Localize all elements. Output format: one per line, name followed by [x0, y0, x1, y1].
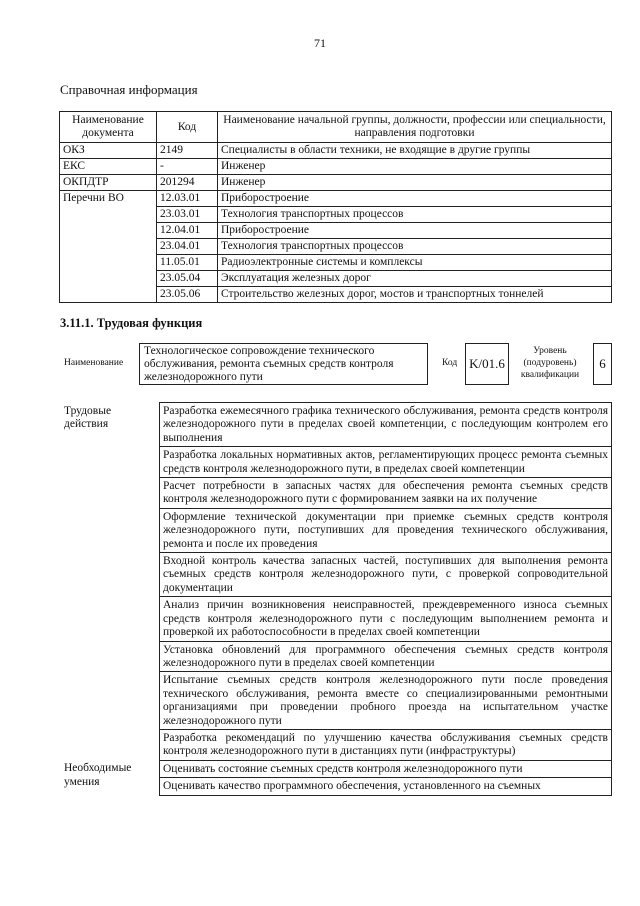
cell-document: ЕКС: [60, 159, 157, 175]
function-name-label: Наименование: [64, 358, 124, 368]
work-action: Разработка локальных нормативных актов, регламентирующих процесс ремонта съемных средств контроля железнодорожного пути, в пределах своей компетенции: [160, 447, 612, 478]
skills-label: Необходимые умения: [64, 762, 132, 788]
cell-code: 23.04.01: [157, 239, 218, 255]
header-group-name: Наименование начальной группы, должности, профессии или специальности, направления подготовки: [218, 112, 612, 143]
work-action: Испытание съемных средств контроля железнодорожного пути после проведения технического обслуживания, ремонта вместе со специализированными ремонтными организациями при проведении пробного проезда на испытательном участке железнодорожного пути: [160, 672, 612, 730]
table-row: [60, 191, 612, 207]
cell-code: 2149: [157, 143, 218, 159]
cell-code: 11.05.01: [157, 255, 218, 271]
cell-document: Перечни ВО: [60, 191, 157, 303]
function-code-label: Код: [442, 358, 458, 368]
function-code: K/01.6: [465, 343, 509, 385]
cell-name: Эксплуатация железных дорог: [218, 271, 612, 287]
header-code: Код: [157, 112, 218, 143]
work-action: Анализ причин возникновения неисправностей, преждевременного износа съемных средств контроля железнодорожного пути с последующим выполнением ремонта и проверкой их работоспособности в пределах своей компетенции: [160, 597, 612, 641]
cell-code: 12.04.01: [157, 223, 218, 239]
cell-name: Приборостроение: [218, 191, 612, 207]
cell-name: Специалисты в области техники, не входящие в другие группы: [218, 143, 612, 159]
work-actions-label: Трудовые действия: [64, 404, 112, 430]
work-action: Установка обновлений для программного обеспечения съемных средств контроля железнодорожного пути в пределах своей компетенции: [160, 641, 612, 672]
function-info: [60, 343, 612, 385]
work-action: Входной контроль качества запасных частей, поступивших для выполнения ремонта съемных средств контроля железнодорожного пути, с проверкой сопроводительной документации: [160, 553, 612, 597]
cell-name: Технология транспортных процессов: [218, 239, 612, 255]
reference-table-header: [60, 112, 612, 143]
reference-table: [59, 111, 612, 303]
cell-code: 23.05.06: [157, 287, 218, 303]
skill-item: Оценивать состояние съемных средств контроля железнодорожного пути: [160, 760, 612, 777]
work-action: Расчет потребности в запасных частях для обеспечения ремонта съемных средств контроля железнодорожного пути с формированием заявки на их получение: [160, 478, 612, 509]
header-document: Наименование документа: [60, 112, 157, 143]
cell-name: Строительство железных дорог, мостов и транспортных тоннелей: [218, 287, 612, 303]
cell-name: Технология транспортных процессов: [218, 207, 612, 223]
section-title: Справочная информация: [60, 82, 198, 97]
work-action: Оформление технической документации при приемке съемных средств контроля железнодорожного пути, поступивших для проведения технического обслуживания, ремонта и после их проведения: [160, 508, 612, 552]
work-table: [59, 402, 612, 796]
cell-code: 201294: [157, 175, 218, 191]
cell-code: 12.03.01: [157, 191, 218, 207]
table-row: [59, 760, 612, 777]
table-row: [60, 175, 612, 191]
page-number: 71: [314, 36, 326, 50]
cell-code: 23.05.04: [157, 271, 218, 287]
table-row: [60, 143, 612, 159]
cell-document: ОКПДТР: [60, 175, 157, 191]
cell-name: Приборостроение: [218, 223, 612, 239]
cell-name: Радиоэлектронные системы и комплексы: [218, 255, 612, 271]
table-row: [59, 403, 612, 447]
cell-name: Инженер: [218, 159, 612, 175]
qualification-level: 6: [593, 343, 612, 385]
cell-code: 23.03.01: [157, 207, 218, 223]
function-heading: 3.11.1. Трудовая функция: [60, 316, 203, 330]
skill-item: Оценивать качество программного обеспечения, установленного на съемных: [160, 778, 612, 795]
qualification-level-label: Уровень (подуровень) квалификации: [520, 346, 580, 380]
cell-code: -: [157, 159, 218, 175]
function-name: Технологическое сопровождение технического обслуживания, ремонта съемных средств контроля железнодорожного пути: [139, 343, 428, 385]
cell-document: ОКЗ: [60, 143, 157, 159]
table-row: [60, 159, 612, 175]
work-action: Разработка ежемесячного графика технического обслуживания, ремонта средств контроля железнодорожного пути в пределах своей компетенции, с последующим контролем его выполнения: [160, 403, 612, 447]
work-action: Разработка рекомендаций по улучшению качества обслуживания съемных средств контроля железнодорожного пути в дистанциях пути (инфраструктуры): [160, 729, 612, 760]
cell-name: Инженер: [218, 175, 612, 191]
